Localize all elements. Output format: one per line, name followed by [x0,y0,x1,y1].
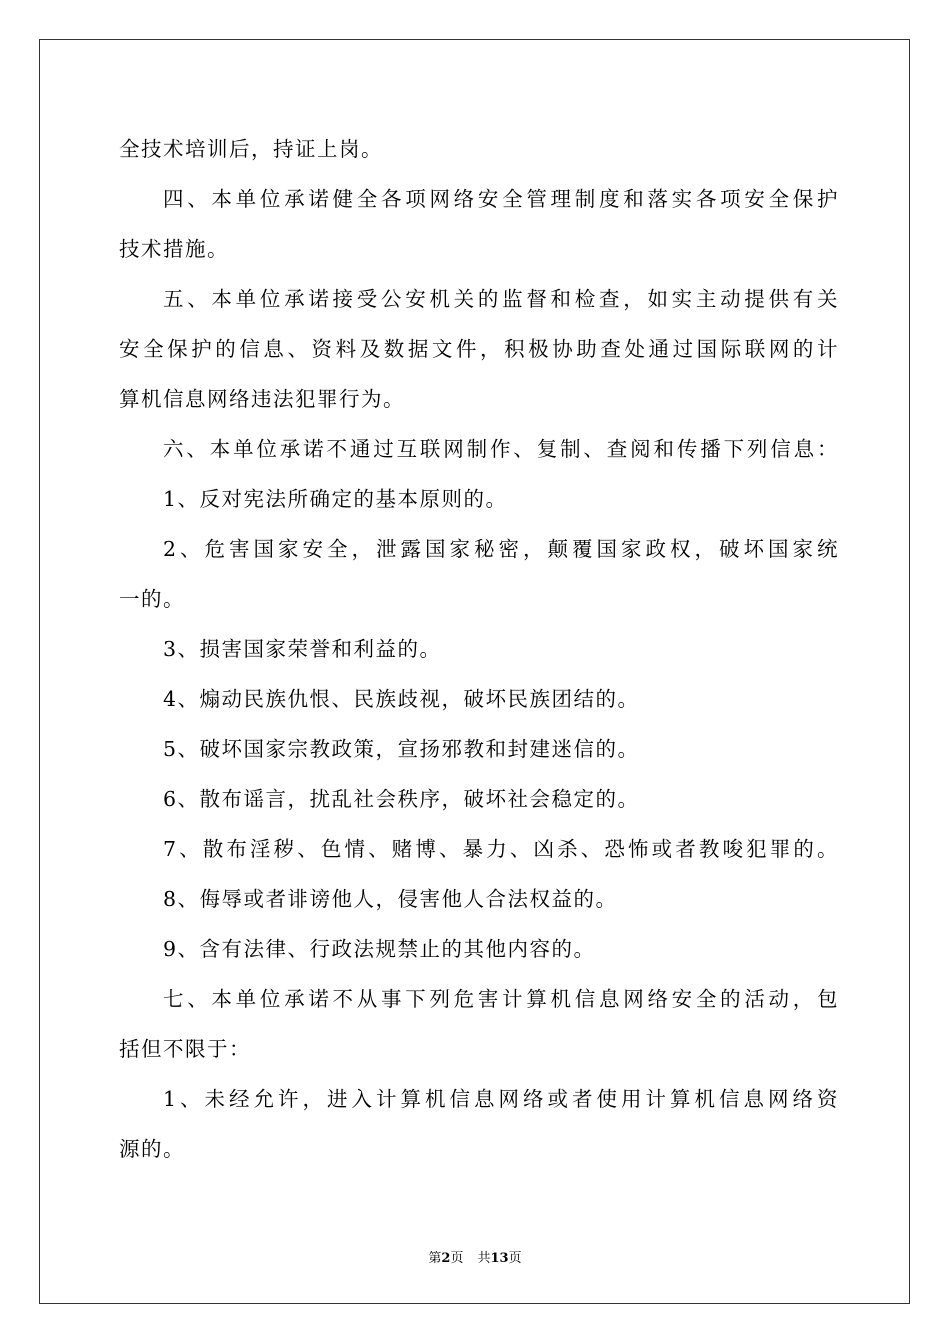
text-line: 5、破坏国家宗教政策，宣扬邪教和封建迷信的。 [163,737,640,761]
page-footer [0,1247,950,1266]
total-prefix: 共 [477,1251,491,1266]
text-line: 8、侮辱或者诽谤他人，侵害他人合法权益的。 [163,887,618,911]
document-body [119,124,839,1174]
text-line: 1、未经允许，进入计算机信息网络或者使用计算机信息网络资 [163,1087,839,1111]
text-line: 6、散布谣言，扰乱社会秩序，破坏社会稳定的。 [163,787,640,811]
text-line: 7、散布淫秽、色情、赌博、暴力、凶杀、恐怖或者教唆犯罪的。 [163,837,839,861]
text-line: 七、本单位承诺不从事下列危害计算机信息网络安全的活动，包 [163,987,839,1011]
text-line: 技术措施。 [119,237,229,261]
text-line: 六、本单位承诺不通过互联网制作、复制、查阅和传播下列信息： [163,437,839,461]
page-prefix: 第 [428,1251,442,1266]
text-line: 四、本单位承诺健全各项网络安全管理制度和落实各项安全保护 [163,187,839,211]
page-suffix: 页 [450,1251,464,1266]
text-line: 一的。 [119,587,185,611]
text-line: 4、煽动民族仇恨、民族歧视，破坏民族团结的。 [163,687,640,711]
page-number: 2 [441,1251,451,1266]
text-line: 1、反对宪法所确定的基本原则的。 [163,487,508,511]
text-line: 算机信息网络违法犯罪行为。 [119,387,405,411]
text-line: 源的。 [119,1137,185,1161]
total-suffix: 页 [508,1251,522,1266]
text-line: 9、含有法律、行政法规禁止的其他内容的。 [163,937,596,961]
text-line: 括但不限于： [119,1037,251,1061]
text-line: 3、损害国家荣誉和利益的。 [163,637,442,661]
total-pages: 13 [490,1251,509,1266]
text-line: 全技术培训后，持证上岗。 [119,137,383,161]
text-line: 2、危害国家安全，泄露国家秘密，颠覆国家政权，破坏国家统 [163,537,839,561]
text-line: 五、本单位承诺接受公安机关的监督和检查，如实主动提供有关 [163,287,839,311]
text-line: 安全保护的信息、资料及数据文件，积极协助查处通过国际联网的计 [119,337,839,361]
